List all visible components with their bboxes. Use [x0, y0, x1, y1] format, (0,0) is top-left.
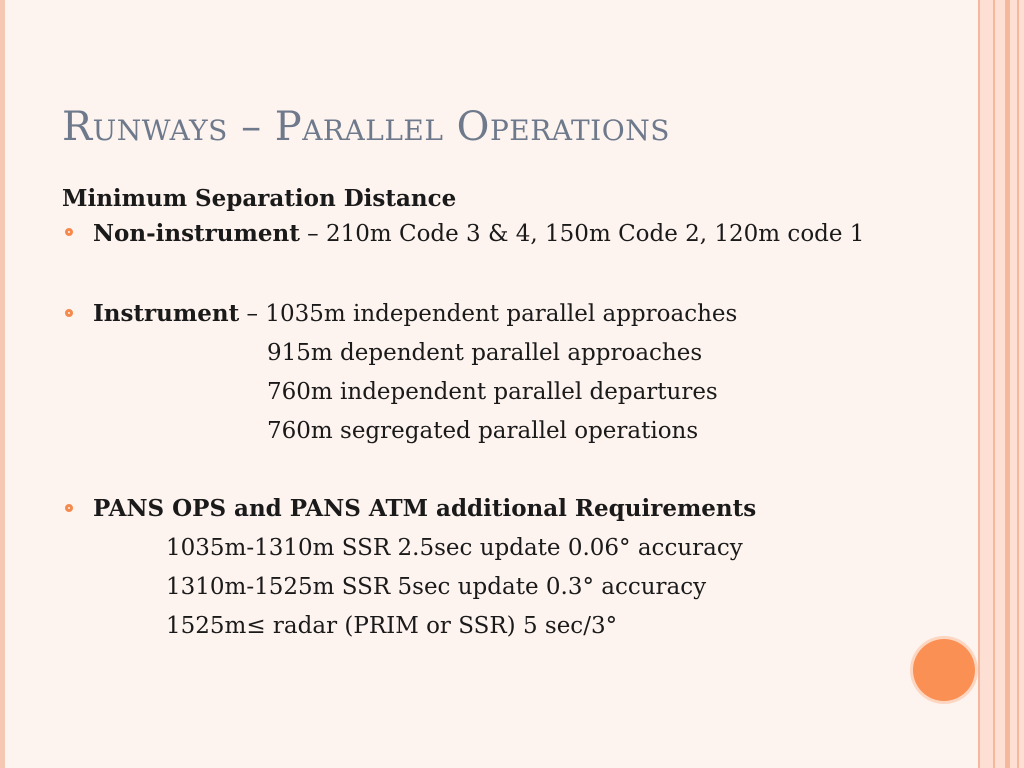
bullet-non-instrument	[62, 218, 902, 250]
bullet-instrument	[62, 294, 902, 334]
bullet-label: Instrument	[93, 300, 240, 327]
slide-title: Runways – Parallel Operations	[62, 104, 670, 150]
bullet-text: – 210m Code 3 & 4, 150m Code 2, 120m code 1	[299, 221, 865, 247]
slide-frame-left	[0, 0, 5, 768]
frame-stripe	[993, 0, 995, 768]
requirement-line: 1035m-1310m SSR 2.5sec update 0.06° accuracy	[166, 535, 743, 561]
instrument-line: 760m segregated parallel operations	[267, 418, 699, 444]
frame-stripe	[1005, 0, 1010, 768]
instrument-line: 915m dependent parallel approaches	[267, 340, 703, 366]
spacer	[62, 451, 902, 489]
bullet-label: Non-instrument	[93, 220, 300, 247]
slide-content	[62, 180, 902, 646]
requirement-line: 1310m-1525m SSR 5sec update 0.3° accuracy	[166, 574, 707, 600]
frame-stripe	[978, 0, 980, 768]
bullet-label: PANS OPS and PANS ATM additional Requirements	[93, 495, 757, 522]
bullet-text: – 1035m independent parallel approaches	[239, 301, 738, 327]
frame-stripe	[1017, 0, 1019, 768]
spacer	[62, 250, 902, 294]
bullet-circle-icon	[65, 309, 73, 317]
slide-subtitle: Minimum Separation Distance	[62, 185, 457, 212]
requirement-line: 1525m≤ radar (PRIM or SSR) 5 sec/3°	[166, 613, 618, 639]
instrument-line: 760m independent parallel departures	[267, 379, 718, 405]
decorative-circle	[913, 639, 975, 701]
bullet-circle-icon	[65, 228, 73, 236]
bullet-pans-requirements	[62, 489, 902, 529]
bullet-circle-icon	[65, 504, 73, 512]
